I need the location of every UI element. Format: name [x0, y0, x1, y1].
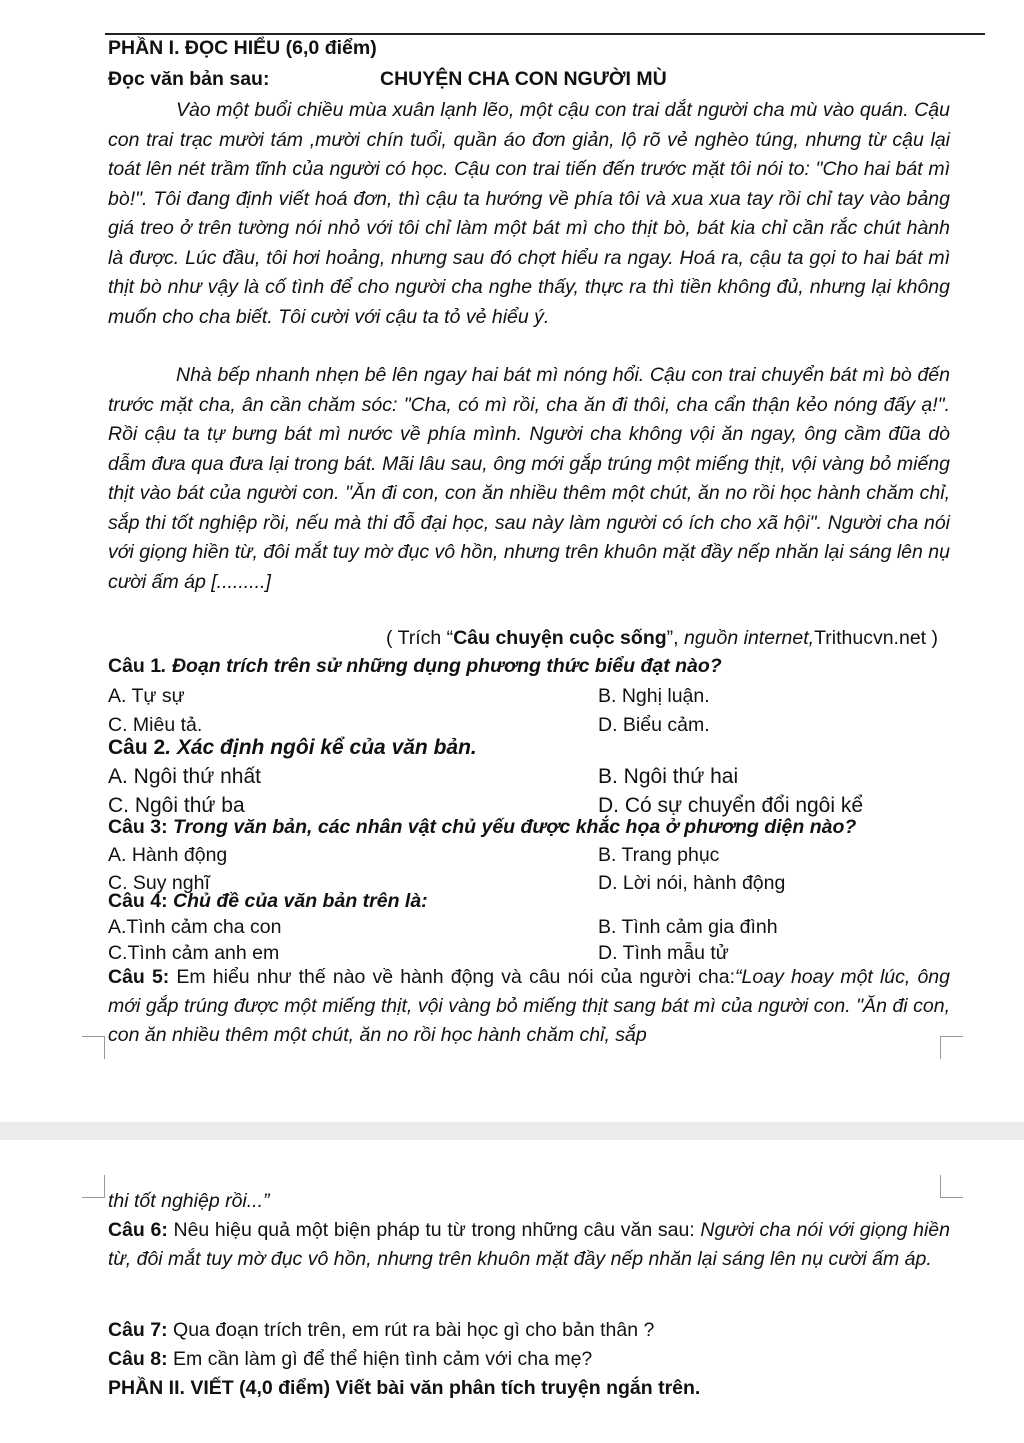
q4-option-c[interactable]: C.Tình cảm anh em — [108, 942, 280, 964]
q2-number: Câu 2 — [108, 736, 166, 759]
part2-heading: PHẦN II. VIẾT (4,0 điểm) Viết bài văn phân tích truyện ngắn trên. — [108, 1377, 701, 1399]
q3-options-row1 — [108, 841, 950, 869]
question-1 — [108, 652, 950, 741]
question-5 — [108, 963, 950, 1050]
q3-text: Trong văn bản, các nhân vật chủ yếu được khắc họa ở phương diện nào? — [167, 816, 857, 838]
q1-option-b[interactable]: B. Nghị luận. — [598, 684, 710, 707]
source-title: Câu chuyện cuộc sống — [453, 627, 667, 649]
q2-options-row1 — [108, 762, 950, 791]
q1-number: Câu 1 — [108, 655, 162, 677]
q5-quote-continuation: thi tốt nghiệp rồi...” — [108, 1190, 270, 1212]
q4-option-a[interactable]: A.Tình cảm cha con — [108, 916, 282, 938]
q4-option-d[interactable]: D. Tình mẫu tử — [598, 942, 729, 964]
q5-number: Câu 5: — [108, 966, 170, 988]
question-3 — [108, 813, 950, 897]
q3-number: Câu 3: — [108, 816, 168, 838]
source-citation — [108, 624, 938, 654]
q3-option-d[interactable]: D. Lời nói, hành động — [598, 872, 786, 894]
q4-text: Chủ đề của văn bản trên là: — [167, 890, 428, 912]
q2-option-a[interactable]: A. Ngôi thứ nhất — [108, 765, 261, 788]
q5-quote: “Loay hoay một lúc, ông mới gắp trúng được một miếng thịt, vội vàng bỏ miếng thịt sang bát mì của người con. "Ăn đi con, con ăn nhiều thêm một chút, ăn no rồi học hành chăm chỉ, sắp — [108, 966, 950, 1046]
q3-option-a[interactable]: A. Hành động — [108, 844, 228, 866]
q5-text: Em hiểu như thế nào về hành động và câu nói của người cha: — [169, 966, 736, 988]
question-7 — [108, 1316, 950, 1346]
question-6 — [108, 1216, 950, 1274]
source-site: Trithucvn.net ) — [814, 627, 938, 649]
question-8 — [108, 1345, 950, 1375]
q3-option-b[interactable]: B. Trang phục — [598, 844, 720, 866]
q4-option-b[interactable]: B. Tình cảm gia đình — [598, 916, 778, 938]
crop-mark-top-right — [940, 1036, 963, 1059]
q6-number: Câu 6: — [108, 1219, 168, 1241]
q1-option-a[interactable]: A. Tự sự — [108, 684, 185, 707]
q6-text: Nêu hiệu quả một biện pháp tu từ trong những câu văn sau: — [167, 1219, 701, 1241]
q1-option-c[interactable]: C. Miêu tả. — [108, 714, 203, 736]
crop-mark-bottom-left — [82, 1175, 105, 1198]
q8-number: Câu 8: — [108, 1348, 168, 1370]
part1-heading: PHẦN I. ĐỌC HIỂU (6,0 điểm) — [108, 37, 377, 59]
source-pre: ( Trích “ — [386, 627, 454, 649]
q7-number: Câu 7: — [108, 1319, 168, 1341]
passage-paragraph-2: Nhà bếp nhanh nhẹn bê lên ngay hai bát mì nóng hổi. Cậu con trai chuyển bát mì bò đến trước mặt cha, ân cần chăm sóc: "Cha, có mì rồi, cha ăn đi thôi, cha cẩn thận kẻo nóng đấy ạ!". Rồi cậu ta tự bưng bát mì nước về phía mình. Người cha không vội ăn ngay, ông cầm đũa dò dẫm đưa qua đưa lại trong bát. Mãi lâu sau, ông mới gắp trúng một miếng thịt, vội vàng bỏ miếng thịt vào bát của người con. "Ăn đi con, con ăn nhiều thêm một chút, ăn no rồi học hành chăm chỉ, sắp thi tốt nghiệp rồi, nếu mà thi đỗ đại học, sau này làm người có ích cho xã hội". Người cha nói với giọng hiền từ, đôi mắt tuy mờ đục vô hồn, nhưng trên khuôn mặt đầy nếp nhăn lại sáng lên nụ cười ấm áp [.........] — [108, 364, 950, 593]
passage-paragraph-1: Vào một buổi chiều mùa xuân lạnh lẽo, một cậu con trai dắt người cha mù vào quán. Cậu con trai trạc mười tám ,mười chín tuổi, quần áo đơn giản, lộ rõ vẻ nghèo túng, nhưng từ cậu lại toát lên nét trầm tĩnh của người có học. Cậu con trai tiến đến trước mặt tôi nói to: "Cho hai bát mì bò!". Tôi đang định viết hoá đơn, thì cậu ta hướng về phía tôi và xua xua tay rồi chỉ tay vào bảng giá treo ở trên tường nói nhỏ với tôi chỉ làm một bát mì cho thịt bò, bát kia chỉ cần rắc chút hành là được. Lúc đầu, tôi hơi hoảng, nhưng sau đó chợt hiểu ra ngay. Hoá ra, cậu ta gọi to hai bát mì thịt bò như vậy là cố tình để cho người cha nghe thấy, thực ra thì tiền không đủ, nhưng lại không muốn cho cha biết. Tôi cười với cậu ta tỏ vẻ hiểu ý. — [108, 99, 950, 328]
page-break-band — [0, 1122, 1024, 1140]
q2-text: . Xác định ngôi kể của văn bản. — [165, 736, 477, 759]
crop-mark-top-left — [82, 1036, 105, 1059]
read-label-text: Đọc văn bản sau: — [108, 68, 270, 90]
q1-options-row1 — [108, 682, 950, 712]
q8-text: Em cần làm gì để thể hiện tình cảm với cha mẹ? — [167, 1348, 593, 1370]
source-sep: ”, — [666, 627, 684, 649]
q1-option-d[interactable]: D. Biểu cảm. — [598, 714, 710, 736]
q2-option-d[interactable]: D. Có sự chuyển đổi ngôi kể — [598, 794, 864, 817]
q4-number: Câu 4: — [108, 890, 168, 912]
question-2 — [108, 733, 950, 820]
q1-text: . Đoạn trích trên sử những dụng phương thức biểu đạt nào? — [161, 655, 722, 677]
story-title: CHUYỆN CHA CON NGƯỜI MÙ — [380, 68, 667, 90]
source-origin: nguồn internet, — [683, 627, 815, 649]
question-4 — [108, 888, 950, 966]
q7-text: Qua đoạn trích trên, em rút ra bài học gì cho bản thân ? — [167, 1319, 655, 1341]
q2-option-b[interactable]: B. Ngôi thứ hai — [598, 765, 739, 788]
q2-option-c[interactable]: C. Ngôi thứ ba — [108, 794, 245, 817]
q6-quote: Người cha nói với giọng hiền từ, đôi mắt tuy mờ đục vô hồn, nhưng trên khuôn mặt đầy nếp nhăn lại sáng lên nụ cười ấm áp. — [108, 1219, 950, 1270]
q3-option-c[interactable]: C. Suy nghĩ — [108, 872, 210, 894]
q4-options-row1 — [108, 914, 950, 940]
